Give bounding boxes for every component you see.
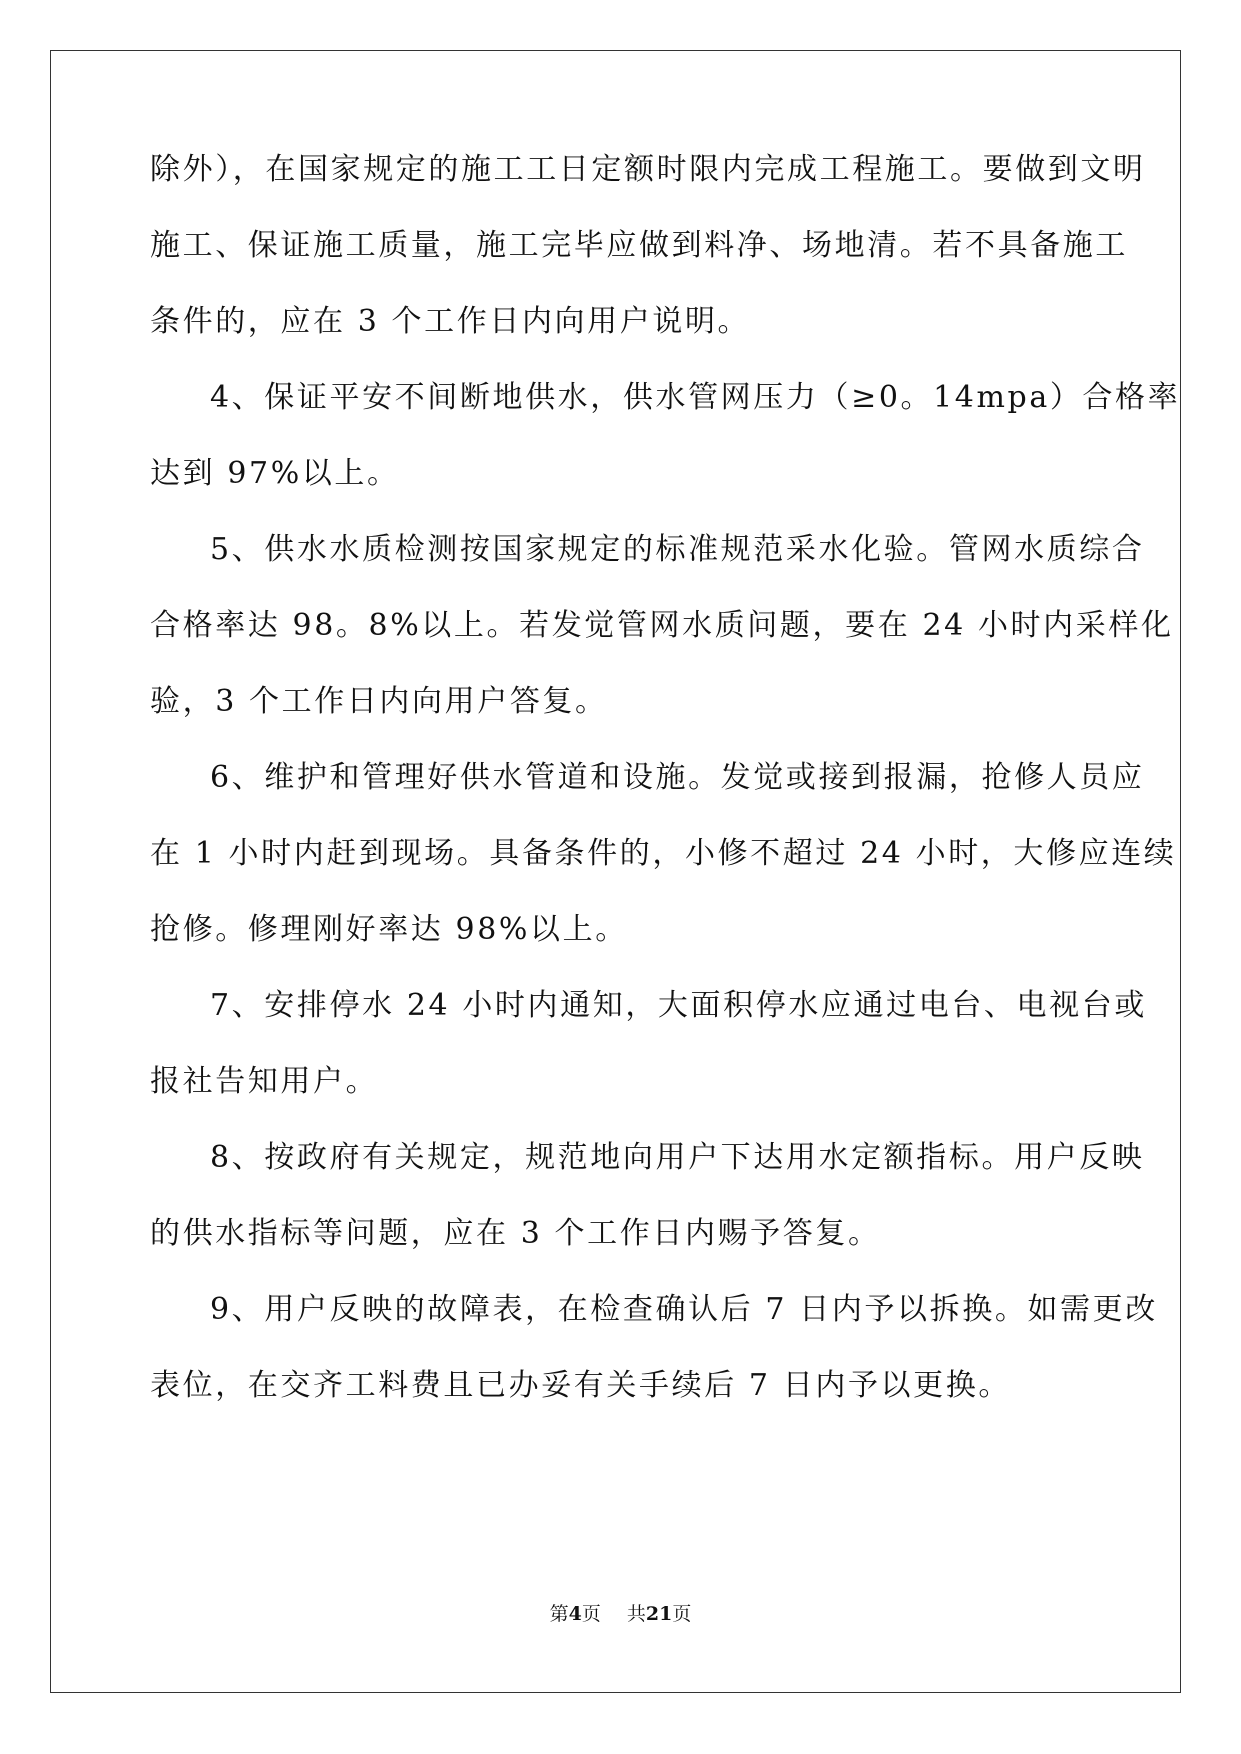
text-line: 施工、保证施工质量，施工完毕应做到料净、场地清。若不具备施工 [150, 228, 1128, 263]
page-prefix: 第 [549, 1603, 569, 1625]
text-line: 8、按政府有关规定，规范地向用户下达用水定额指标。用户反映 [210, 1140, 1145, 1175]
text-line: 6、维护和管理好供水管道和设施。发觉或接到报漏，抢修人员应 [210, 760, 1145, 795]
text-line: 合格率达 98。8%以上。若发觉管网水质问题，要在 24 小时内采样化 [150, 608, 1174, 643]
text-line: 7、安排停水 24 小时内通知，大面积停水应通过电台、电视台或 [210, 988, 1147, 1023]
total-pages: 21 [645, 1603, 673, 1625]
total-prefix: 共 [626, 1603, 646, 1625]
page-suffix: 页 [581, 1603, 601, 1625]
text-line: 4、保证平安不间断地供水，供水管网压力（≥0。14mpa）合格率 [210, 380, 1181, 415]
text-line: 除外），在国家规定的施工工日定额时限内完成工程施工。要做到文明 [150, 152, 1146, 187]
text-line: 条件的，应在 3 个工作日内向用户说明。 [150, 304, 751, 339]
text-line: 达到 97%以上。 [150, 456, 400, 491]
text-line: 报社告知用户。 [150, 1064, 379, 1099]
text-line: 在 1 小时内赶到现场。具备条件的，小修不超过 24 小时，大修应连续 [150, 836, 1177, 871]
text-line: 表位，在交齐工料费且已办妥有关手续后 7 日内予以更换。 [150, 1368, 1011, 1403]
text-line: 的供水指标等问题，应在 3 个工作日内赐予答复。 [150, 1216, 881, 1251]
text-line: 5、供水水质检测按国家规定的标准规范采水化验。管网水质综合 [210, 532, 1145, 567]
total-suffix: 页 [672, 1603, 692, 1625]
text-line: 9、用户反映的故障表，在检查确认后 7 日内予以拆换。如需更改 [210, 1292, 1158, 1327]
page-number: 4 [568, 1603, 582, 1625]
text-line: 抢修。修理刚好率达 98%以上。 [150, 912, 628, 947]
page-footer [0, 1602, 1241, 1626]
text-line: 验，3 个工作日内向用户答复。 [150, 684, 608, 719]
